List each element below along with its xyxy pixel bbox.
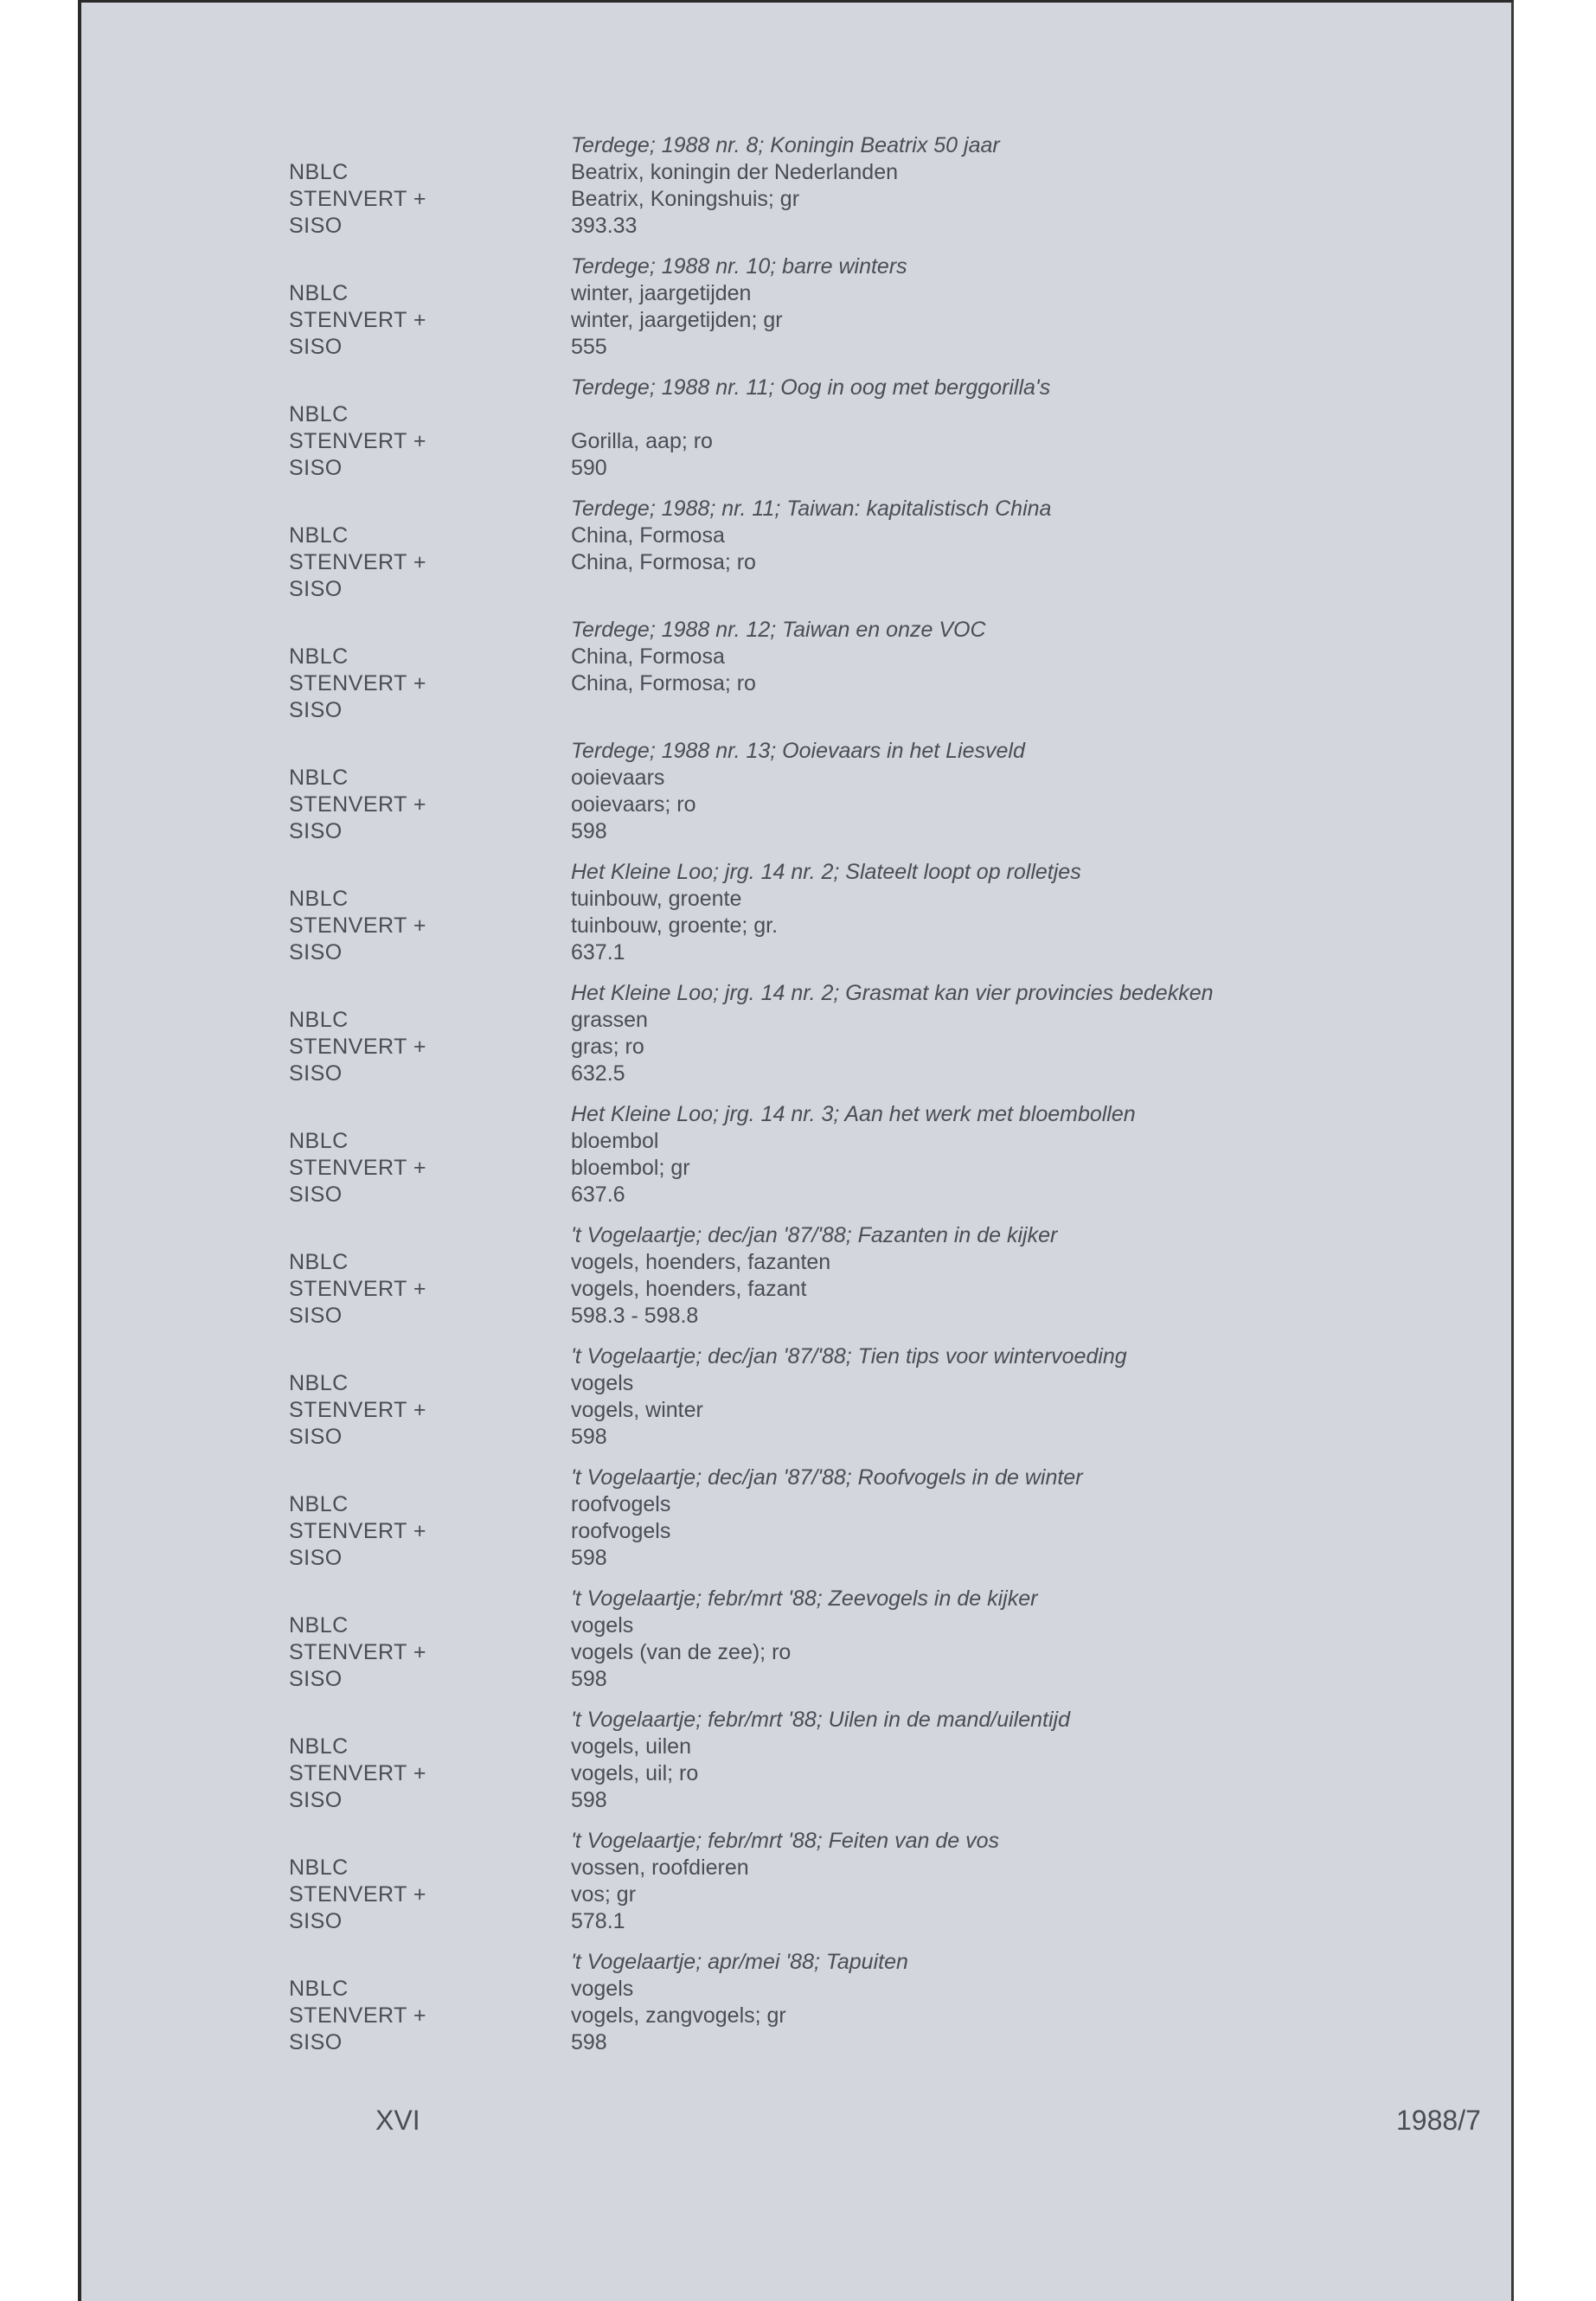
entry-classification-value: Beatrix, Koningshuis; gr — [571, 187, 800, 211]
catalog-entry — [289, 1586, 1500, 1707]
entry-scheme-label: STENVERT + — [289, 792, 426, 817]
catalog-entry — [289, 1222, 1500, 1343]
entry-classification-value: vogels, uilen — [571, 1734, 691, 1759]
entry-scheme-label: STENVERT + — [289, 2003, 426, 2028]
entry-scheme-label: SISO — [289, 1304, 343, 1328]
page-number: XVI — [375, 2105, 420, 2136]
entry-scheme-label: NBLC — [289, 1129, 349, 1153]
entry-title: Terdege; 1988 nr. 13; Ooievaars in het Liesveld — [571, 739, 1025, 763]
entry-classification-value: roofvogels — [571, 1519, 671, 1543]
entry-scheme-label: STENVERT + — [289, 550, 426, 574]
entry-classification-value: gras; ro — [571, 1035, 644, 1059]
entry-classification-value: vogels — [571, 1371, 634, 1395]
entry-title: 't Vogelaartje; dec/jan '87/'88; Tien tips voor wintervoeding — [571, 1344, 1127, 1368]
catalog-entry — [289, 1707, 1500, 1828]
entry-scheme-label: SISO — [289, 1546, 343, 1570]
entry-scheme-label: NBLC — [289, 1856, 349, 1880]
entry-classification-value: vogels, winter — [571, 1398, 703, 1422]
entry-scheme-label: NBLC — [289, 160, 349, 184]
entry-classification-value: 555 — [571, 335, 607, 359]
entry-classification-value: bloembol — [571, 1129, 659, 1153]
entry-scheme-label: STENVERT + — [289, 1398, 426, 1422]
entry-classification-value: 598.3 - 598.8 — [571, 1304, 699, 1328]
entry-scheme-label: STENVERT + — [289, 308, 426, 332]
entry-classification-value: vogels, uil; ro — [571, 1761, 699, 1785]
entry-classification-value: bloembol; gr — [571, 1156, 690, 1180]
entry-classification-value: 578.1 — [571, 1909, 625, 1933]
entry-scheme-label: STENVERT + — [289, 671, 426, 695]
entry-title: 't Vogelaartje; febr/mrt '88; Zeevogels in de kijker — [571, 1586, 1038, 1611]
entry-scheme-label: STENVERT + — [289, 1156, 426, 1180]
entry-title: 't Vogelaartje; febr/mrt '88; Uilen in de mand/uilentijd — [571, 1708, 1070, 1732]
entry-list — [289, 132, 1500, 2070]
entry-scheme-label: SISO — [289, 698, 343, 722]
entry-classification-value: vogels, hoenders, fazant — [571, 1277, 807, 1301]
entry-scheme-label: NBLC — [289, 281, 349, 305]
catalog-entry — [289, 1949, 1500, 2070]
entry-scheme-label: SISO — [289, 214, 343, 238]
entry-classification-value: 598 — [571, 1546, 607, 1570]
entry-title: Terdege; 1988 nr. 11; Oog in oog met berggorilla's — [571, 375, 1051, 400]
entry-scheme-label: NBLC — [289, 1492, 349, 1516]
catalog-entry — [289, 253, 1500, 375]
entry-classification-value: ooievaars — [571, 766, 665, 790]
entry-title: 't Vogelaartje; febr/mrt '88; Feiten van de vos — [571, 1829, 999, 1853]
entry-scheme-label: STENVERT + — [289, 1882, 426, 1907]
entry-title: Het Kleine Loo; jrg. 14 nr. 3; Aan het werk met bloembollen — [571, 1102, 1136, 1126]
entry-title: 't Vogelaartje; dec/jan '87/'88; Roofvogels in de winter — [571, 1465, 1083, 1490]
entry-title: 't Vogelaartje; dec/jan '87/'88; Fazanten in de kijker — [571, 1223, 1058, 1247]
entry-scheme-label: NBLC — [289, 402, 349, 426]
entry-scheme-label: SISO — [289, 2030, 343, 2054]
entry-scheme-label: SISO — [289, 577, 343, 601]
catalog-entry — [289, 375, 1500, 496]
entry-classification-value: tuinbouw, groente; gr. — [571, 913, 779, 938]
entry-classification-value: Beatrix, koningin der Nederlanden — [571, 160, 899, 184]
entry-classification-value: 598 — [571, 1667, 607, 1691]
issue-number: 1988/7 — [1396, 2105, 1481, 2136]
entry-classification-value: roofvogels — [571, 1492, 671, 1516]
entry-classification-value: 598 — [571, 1425, 607, 1449]
entry-title: Het Kleine Loo; jrg. 14 nr. 2; Slateelt loopt op rolletjes — [571, 860, 1081, 884]
entry-classification-value: China, Formosa; ro — [571, 550, 756, 574]
entry-classification-value: vos; gr — [571, 1882, 637, 1907]
entry-title: Terdege; 1988; nr. 11; Taiwan: kapitalistisch China — [571, 497, 1052, 521]
entry-classification-value: 393.33 — [571, 214, 638, 238]
document-page — [78, 0, 1514, 2301]
entry-scheme-label: STENVERT + — [289, 187, 426, 211]
entry-classification-value: vogels, zangvogels; gr — [571, 2003, 786, 2028]
catalog-entry — [289, 859, 1500, 980]
entry-title: Het Kleine Loo; jrg. 14 nr. 2; Grasmat kan vier provincies bedekken — [571, 981, 1214, 1005]
entry-scheme-label: SISO — [289, 1667, 343, 1691]
entry-scheme-label: SISO — [289, 456, 343, 480]
entry-classification-value: China, Formosa — [571, 644, 725, 669]
entry-classification-value: vossen, roofdieren — [571, 1856, 749, 1880]
catalog-entry — [289, 1343, 1500, 1465]
entry-scheme-label: NBLC — [289, 766, 349, 790]
entry-classification-value: winter, jaargetijden — [571, 281, 752, 305]
entry-scheme-label: NBLC — [289, 1371, 349, 1395]
entry-scheme-label: NBLC — [289, 523, 349, 548]
entry-scheme-label: STENVERT + — [289, 1277, 426, 1301]
entry-classification-value: China, Formosa — [571, 523, 725, 548]
entry-scheme-label: STENVERT + — [289, 913, 426, 938]
entry-classification-value: vogels (van de zee); ro — [571, 1640, 792, 1664]
entry-scheme-label: NBLC — [289, 1613, 349, 1638]
entry-classification-value: 637.6 — [571, 1183, 625, 1207]
entry-scheme-label: STENVERT + — [289, 1761, 426, 1785]
entry-scheme-label: SISO — [289, 1061, 343, 1086]
entry-scheme-label: NBLC — [289, 1734, 349, 1759]
entry-classification-value: 598 — [571, 2030, 607, 2054]
entry-classification-value: vogels, hoenders, fazanten — [571, 1250, 831, 1274]
entry-classification-value: 637.1 — [571, 940, 625, 965]
entry-scheme-label: NBLC — [289, 644, 349, 669]
entry-scheme-label: STENVERT + — [289, 1640, 426, 1664]
entry-scheme-label: NBLC — [289, 1008, 349, 1032]
entry-classification-value: 598 — [571, 1788, 607, 1812]
entry-classification-value: China, Formosa; ro — [571, 671, 756, 695]
entry-scheme-label: STENVERT + — [289, 1035, 426, 1059]
catalog-entry — [289, 496, 1500, 617]
catalog-entry — [289, 738, 1500, 859]
catalog-entry — [289, 980, 1500, 1101]
catalog-entry — [289, 617, 1500, 738]
entry-title: Terdege; 1988 nr. 12; Taiwan en onze VOC — [571, 618, 986, 642]
entry-classification-value: vogels — [571, 1977, 634, 2001]
entry-classification-value: 590 — [571, 456, 607, 480]
catalog-entry — [289, 1465, 1500, 1586]
entry-classification-value: Gorilla, aap; ro — [571, 429, 713, 453]
catalog-entry — [289, 132, 1500, 253]
entry-scheme-label: SISO — [289, 1788, 343, 1812]
entry-scheme-label: SISO — [289, 335, 343, 359]
entry-title: Terdege; 1988 nr. 8; Koningin Beatrix 50 jaar — [571, 133, 1000, 157]
entry-scheme-label: NBLC — [289, 887, 349, 911]
catalog-entry — [289, 1828, 1500, 1949]
entry-scheme-label: SISO — [289, 1425, 343, 1449]
entry-scheme-label: SISO — [289, 819, 343, 843]
entry-scheme-label: SISO — [289, 1183, 343, 1207]
entry-scheme-label: SISO — [289, 1909, 343, 1933]
entry-classification-value: vogels — [571, 1613, 634, 1638]
catalog-entry — [289, 1101, 1500, 1222]
entry-classification-value: 632.5 — [571, 1061, 625, 1086]
entry-classification-value: ooievaars; ro — [571, 792, 696, 817]
entry-scheme-label: SISO — [289, 940, 343, 965]
entry-title: 't Vogelaartje; apr/mei '88; Tapuiten — [571, 1950, 908, 1974]
entry-classification-value: tuinbouw, groente — [571, 887, 742, 911]
entry-scheme-label: STENVERT + — [289, 1519, 426, 1543]
entry-classification-value: 598 — [571, 819, 607, 843]
entry-scheme-label: STENVERT + — [289, 429, 426, 453]
entry-classification-value: grassen — [571, 1008, 648, 1032]
entry-classification-value: winter, jaargetijden; gr — [571, 308, 783, 332]
entry-scheme-label: NBLC — [289, 1250, 349, 1274]
entry-scheme-label: NBLC — [289, 1977, 349, 2001]
entry-title: Terdege; 1988 nr. 10; barre winters — [571, 254, 907, 279]
